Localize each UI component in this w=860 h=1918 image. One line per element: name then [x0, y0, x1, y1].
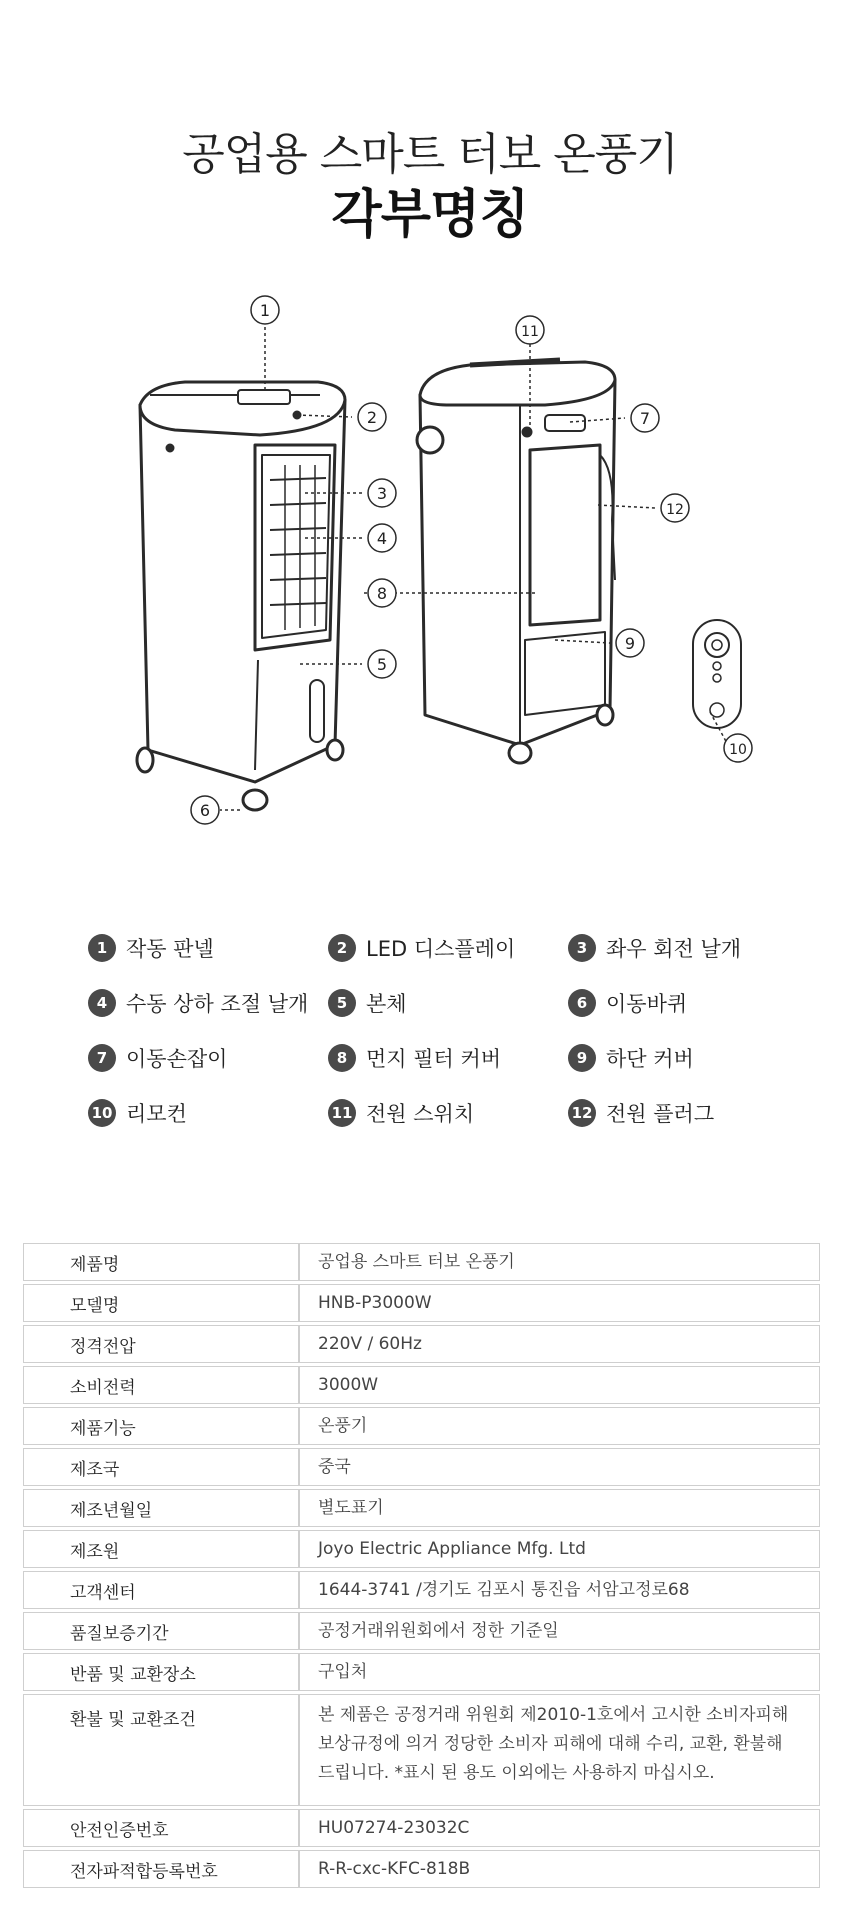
table-row — [23, 1448, 820, 1486]
legend-label: 이동바퀴 — [606, 991, 688, 1016]
legend-label: 전원 플러그 — [606, 1101, 715, 1126]
number-badge: 12 — [568, 1099, 596, 1127]
number-badge: 6 — [568, 989, 596, 1017]
spec-value: Joyo Electric Appliance Mfg. Ltd — [299, 1530, 820, 1568]
number-badge: 7 — [88, 1044, 116, 1072]
table-row — [23, 1325, 820, 1363]
spec-key: 제조국 — [23, 1448, 299, 1486]
spec-value: 220V / 60Hz — [299, 1325, 820, 1363]
legend-item — [328, 933, 568, 963]
legend-label: 수동 상하 조절 날개 — [126, 991, 309, 1016]
spec-value: 공업용 스마트 터보 온풍기 — [299, 1243, 820, 1281]
callout-3: 3 — [376, 484, 388, 503]
callout-11: 11 — [521, 324, 539, 340]
legend-item — [88, 988, 328, 1018]
parts-legend — [88, 920, 808, 1140]
legend-item — [88, 1043, 328, 1073]
number-badge: 9 — [568, 1044, 596, 1072]
table-row — [23, 1530, 820, 1568]
spec-key: 정격전압 — [23, 1325, 299, 1363]
back-unit-illustration — [417, 360, 615, 763]
callout-2: 2 — [366, 408, 378, 427]
number-badge: 4 — [88, 989, 116, 1017]
legend-label: 이동손잡이 — [126, 1046, 228, 1071]
spec-value: 본 제품은 공정거래 위원회 제2010-1호에서 고시한 소비자피해 보상규정에 의거 정당한 소비자 피해에 대해 수리, 교환, 환불해 드립니다. *표시 된 용도 이외에는 사용하지 마십시오. — [299, 1694, 820, 1806]
spec-value: 공정거래위원회에서 정한 기준일 — [299, 1612, 820, 1650]
callout-10: 10 — [729, 742, 747, 758]
table-row — [23, 1612, 820, 1650]
front-unit-illustration — [137, 382, 345, 810]
spec-key: 안전인증번호 — [23, 1809, 299, 1847]
spec-key: 환불 및 교환조건 — [23, 1694, 299, 1806]
page-title: 각부명칭 — [331, 185, 529, 245]
spec-key: 고객센터 — [23, 1571, 299, 1609]
spec-key: 제품명 — [23, 1243, 299, 1281]
legend-label: 하단 커버 — [606, 1046, 694, 1071]
callout-7: 7 — [639, 409, 651, 428]
table-row — [23, 1489, 820, 1527]
number-badge: 1 — [88, 934, 116, 962]
number-badge: 3 — [568, 934, 596, 962]
callout-12: 12 — [666, 502, 684, 518]
spec-value: R-R-cxc-KFC-818B — [299, 1850, 820, 1888]
legend-item — [328, 1098, 568, 1128]
callout-5: 5 — [376, 655, 388, 674]
callout-6: 6 — [199, 801, 211, 820]
number-badge: 8 — [328, 1044, 356, 1072]
table-row — [23, 1653, 820, 1691]
number-badge: 5 — [328, 989, 356, 1017]
spec-key: 소비전력 — [23, 1366, 299, 1404]
product-subtitle: 공업용 스마트 터보 온풍기 — [182, 129, 678, 180]
spec-key: 제조년월일 — [23, 1489, 299, 1527]
legend-item — [568, 1043, 808, 1073]
spec-value: 구입처 — [299, 1653, 820, 1691]
spec-table — [23, 1240, 820, 1891]
legend-item — [568, 1098, 808, 1128]
spec-key: 품질보증기간 — [23, 1612, 299, 1650]
spec-value: 중국 — [299, 1448, 820, 1486]
spec-key: 모델명 — [23, 1284, 299, 1322]
spec-key: 전자파적합등록번호 — [23, 1850, 299, 1888]
callout-8: 8 — [376, 584, 388, 603]
legend-label: 리모컨 — [126, 1101, 187, 1126]
spec-key: 반품 및 교환장소 — [23, 1653, 299, 1691]
spec-value: 온풍기 — [299, 1407, 820, 1445]
number-badge: 10 — [88, 1099, 116, 1127]
remote-illustration — [693, 620, 741, 728]
legend-label: 전원 스위치 — [366, 1101, 475, 1126]
table-row — [23, 1694, 820, 1806]
callout-9: 9 — [624, 634, 636, 653]
spec-value: 1644-3741 /경기도 김포시 통진읍 서암고정로68 — [299, 1571, 820, 1609]
legend-item — [88, 933, 328, 963]
callout-4: 4 — [376, 529, 388, 548]
table-row — [23, 1809, 820, 1847]
spec-value: 3000W — [299, 1366, 820, 1404]
spec-value: 별도표기 — [299, 1489, 820, 1527]
legend-label: 먼지 필터 커버 — [366, 1046, 502, 1071]
number-badge: 2 — [328, 934, 356, 962]
legend-item — [568, 933, 808, 963]
legend-item — [328, 988, 568, 1018]
spec-value: HU07274-23032C — [299, 1809, 820, 1847]
legend-label: 본체 — [366, 991, 407, 1016]
legend-label: 좌우 회전 날개 — [606, 936, 742, 961]
number-badge: 11 — [328, 1099, 356, 1127]
table-row — [23, 1243, 820, 1281]
spec-value: HNB-P3000W — [299, 1284, 820, 1322]
spec-key: 제조원 — [23, 1530, 299, 1568]
callout-1: 1 — [259, 301, 271, 320]
table-row — [23, 1407, 820, 1445]
legend-item — [328, 1043, 568, 1073]
legend-label: 작동 판넬 — [126, 936, 214, 961]
table-row — [23, 1850, 820, 1888]
parts-diagram — [0, 270, 860, 840]
legend-label: LED 디스플레이 — [366, 936, 516, 961]
spec-key: 제품기능 — [23, 1407, 299, 1445]
legend-item — [568, 988, 808, 1018]
legend-item — [88, 1098, 328, 1128]
table-row — [23, 1284, 820, 1322]
table-row — [23, 1366, 820, 1404]
table-row — [23, 1571, 820, 1609]
